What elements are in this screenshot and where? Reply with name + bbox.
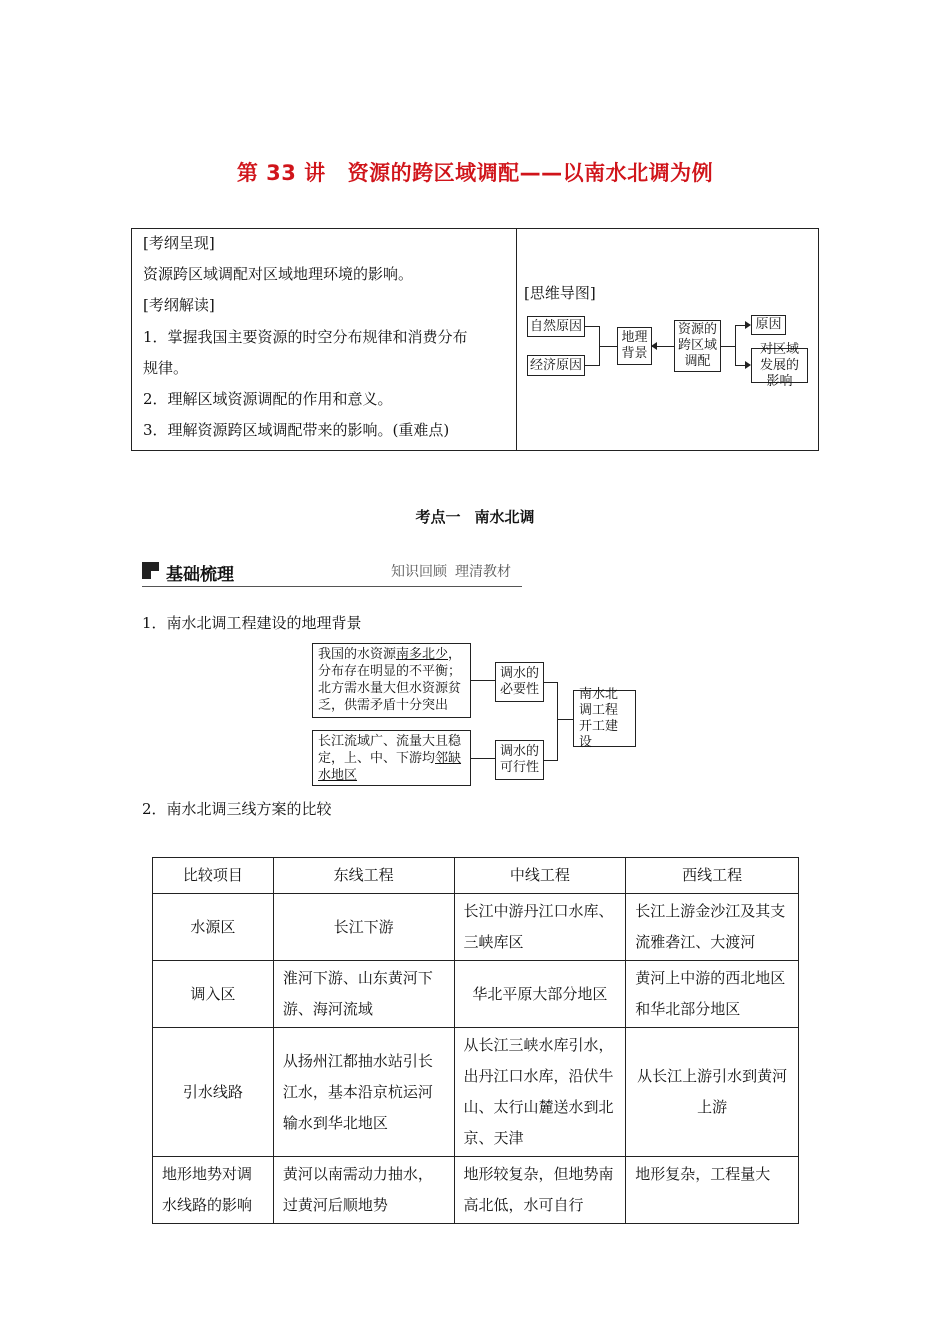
syllabus-label: [考纲呈现] <box>143 234 215 252</box>
syllabus-point-1-cont: 规律。 <box>143 359 189 377</box>
section-name: 南水北调 <box>474 508 535 526</box>
table-cell: 淮河下游、山东黄河下游、海河流域 <box>273 961 454 1028</box>
flow-line <box>544 760 557 761</box>
flow-result-node: 南水北调工程开工建设 <box>573 690 636 747</box>
page-title <box>0 157 950 187</box>
table-cell: 地形地势对调水线路的影响 <box>153 1157 274 1224</box>
section-title <box>0 506 950 527</box>
syllabus-content: 资源跨区域调配对区域地理环境的影响。 <box>143 265 414 283</box>
table-cell: 从长江三峡水库引水，出丹江口水库，沿伏牛山、太行山麓送水到北京、天津 <box>454 1028 626 1157</box>
table-cell: 地形复杂，工程量大 <box>626 1157 799 1224</box>
mindmap-natural-node: 自然原因 <box>527 316 585 337</box>
flow-box-text: 长江流域广、流量大且稳定，上、中、下游均 <box>318 734 462 766</box>
mindmap-line <box>585 326 599 327</box>
mindmap-impact-node: 对区域发展的影响 <box>751 348 808 383</box>
syllabus-point-3: 3．理解资源跨区域调配带来的影响。(重难点) <box>143 421 450 439</box>
flow-line <box>557 682 558 761</box>
syllabus-interpret-label: [考纲解读] <box>143 296 215 314</box>
lecture-number: 第 33 讲 <box>236 161 326 185</box>
mindmap-line <box>599 346 617 347</box>
flow-box-text: ，分布存在明显的不平衡；北方需水量大但水资源贫乏，供需矛盾十分突出 <box>318 647 462 713</box>
flow-line <box>544 682 557 683</box>
syllabus-point-1: 1．掌握我国主要资源的时空分布规律和消费分布 <box>143 328 468 346</box>
table-cell: 从扬州江都抽水站引长江水，基本沿京杭运河输水到华北地区 <box>273 1028 454 1157</box>
flow-box-underlined: 邻缺水地区 <box>318 751 462 783</box>
flow-feasibility-node: 调水的可行性 <box>495 740 544 780</box>
table-header-cell: 比较项目 <box>153 858 274 894</box>
table-row <box>153 1028 799 1157</box>
square-icon <box>142 562 159 579</box>
table-cell: 黄河上中游的西北地区和华北部分地区 <box>626 961 799 1028</box>
table-header-cell: 东线工程 <box>273 858 454 894</box>
flow-box-yangtze <box>312 730 471 786</box>
table-row <box>153 961 799 1028</box>
table-cell: 引水线路 <box>153 1028 274 1157</box>
table-cell: 黄河以南需动力抽水，过黄河后顺地势 <box>273 1157 454 1224</box>
syllabus-point-2: 2．理解区域资源调配的作用和意义。 <box>143 390 393 408</box>
comparison-table <box>152 857 799 1224</box>
table-cell: 水源区 <box>153 894 274 961</box>
table-cell: 从长江上游引水到黄河上游 <box>626 1028 799 1157</box>
basics-title: 基础梳理 <box>166 565 234 585</box>
heading-background: 1．南水北调工程建设的地理背景 <box>142 614 362 632</box>
flow-line <box>471 758 495 759</box>
table-header-cell: 中线工程 <box>454 858 626 894</box>
mindmap-reason-node: 原因 <box>751 315 786 335</box>
basics-sub-2: 理清教材 <box>455 564 511 580</box>
mindmap-line <box>721 346 735 347</box>
table-cell: 长江上游金沙江及其支流雅砻江、大渡河 <box>626 894 799 961</box>
flow-necessity-node: 调水的必要性 <box>495 662 544 702</box>
mindmap-center-node: 资源的跨区域调配 <box>674 320 721 372</box>
mindmap-line <box>585 365 599 366</box>
mindmap-label: [思维导图] <box>524 284 596 302</box>
basics-header <box>142 560 522 587</box>
mindmap-arrow-head <box>651 342 657 350</box>
basics-sub-1: 知识回顾 <box>391 564 447 580</box>
basics-subtitle <box>391 561 511 581</box>
lecture-topic: 资源的跨区域调配——以南水北调为例 <box>347 161 714 185</box>
flow-box-underlined: 南多北少 <box>396 647 449 662</box>
syllabus-divider <box>516 229 517 450</box>
table-cell: 地形较复杂，但地势南高北低，水可自行 <box>454 1157 626 1224</box>
table-header-cell: 西线工程 <box>626 858 799 894</box>
table-cell: 长江下游 <box>273 894 454 961</box>
section-number: 考点一 <box>415 508 461 526</box>
table-header-row <box>153 858 799 894</box>
table-row <box>153 1157 799 1224</box>
flow-line <box>471 680 495 681</box>
table-row <box>153 894 799 961</box>
mindmap-economic-node: 经济原因 <box>527 355 585 376</box>
table-cell: 华北平原大部分地区 <box>454 961 626 1028</box>
flow-line <box>557 719 573 720</box>
flow-box-text: 我国的水资源 <box>318 647 397 662</box>
flow-box-water-distribution <box>312 643 471 718</box>
heading-comparison: 2．南水北调三线方案的比较 <box>142 800 332 818</box>
table-cell: 长江中游丹江口水库、三峡库区 <box>454 894 626 961</box>
mindmap-line <box>735 325 736 365</box>
table-cell: 调入区 <box>153 961 274 1028</box>
mindmap-geo-background-node: 地理背景 <box>617 327 652 365</box>
